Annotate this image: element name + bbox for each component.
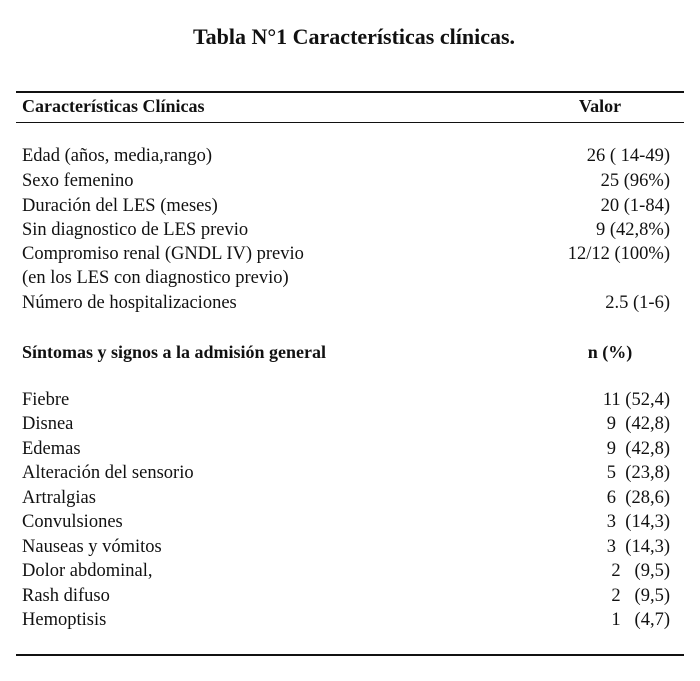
row-value: 1 (4,7) xyxy=(611,610,670,630)
table-row xyxy=(0,510,700,535)
row-value: 2 (9,5) xyxy=(611,586,670,606)
row-value: 20 (1-84) xyxy=(600,196,670,216)
row-value: 12/12 (100%) xyxy=(567,244,670,264)
row-value: 2.5 (1-6) xyxy=(605,293,670,313)
table-row xyxy=(0,388,700,413)
table-row xyxy=(0,535,700,560)
row-label: Fiebre xyxy=(22,390,70,410)
row-value: 26 ( 14-49) xyxy=(586,146,670,166)
table-row xyxy=(0,218,700,243)
table-row xyxy=(0,608,700,633)
row-label: Nauseas y vómitos xyxy=(22,537,162,557)
header-rule xyxy=(16,122,684,123)
column-header-value: Valor xyxy=(578,96,622,116)
row-label: Disnea xyxy=(22,414,74,434)
table-row xyxy=(0,461,700,486)
row-label: Rash difuso xyxy=(22,586,110,606)
row-label: Compromiso renal (GNDL IV) previo xyxy=(22,244,304,264)
row-value: 2 (9,5) xyxy=(611,561,670,581)
table-row xyxy=(0,486,700,511)
row-value: 5 (23,8) xyxy=(606,463,670,483)
row-value: 6 (28,6) xyxy=(606,488,670,508)
row-value: 9 (42,8%) xyxy=(596,220,670,240)
table-row xyxy=(0,194,700,219)
row-value: 9 (42,8) xyxy=(606,414,670,434)
bottom-rule xyxy=(16,654,684,656)
row-label: Edad (años, media,rango) xyxy=(22,146,213,166)
row-value: 3 (14,3) xyxy=(606,537,670,557)
row-label: Dolor abdominal, xyxy=(22,561,153,581)
table-title: Tabla N°1 Características clínicas. xyxy=(192,24,516,49)
row-label: Sin diagnostico de LES previo xyxy=(22,220,249,240)
table-row xyxy=(0,291,700,316)
row-label: Sexo femenino xyxy=(22,171,134,191)
row-label: Número de hospitalizaciones xyxy=(22,293,237,313)
table-row xyxy=(0,559,700,584)
row-label: Edemas xyxy=(22,439,81,459)
column-header-characteristics: Características Clínicas xyxy=(22,96,205,116)
table-row xyxy=(0,266,700,291)
row-value: 25 (96%) xyxy=(600,171,670,191)
table-row xyxy=(0,437,700,462)
row-label: Hemoptisis xyxy=(22,610,107,630)
row-value: 11 (52,4) xyxy=(602,390,670,410)
row-label: Artralgias xyxy=(22,488,96,508)
section-heading-symptoms: Síntomas y signos a la admisión general xyxy=(22,342,327,362)
row-label: (en los LES con diagnostico previo) xyxy=(22,268,289,288)
row-label: Duración del LES (meses) xyxy=(22,196,218,216)
table-row xyxy=(0,584,700,609)
row-value: 3 (14,3) xyxy=(606,512,670,532)
table-row xyxy=(0,144,700,169)
table-row xyxy=(0,412,700,437)
row-label: Convulsiones xyxy=(22,512,123,532)
table-row xyxy=(0,169,700,194)
row-value: 9 (42,8) xyxy=(606,439,670,459)
top-rule xyxy=(16,91,684,93)
section-heading-value: n (%) xyxy=(587,342,633,362)
table-row xyxy=(0,242,700,267)
row-label: Alteración del sensorio xyxy=(22,463,194,483)
